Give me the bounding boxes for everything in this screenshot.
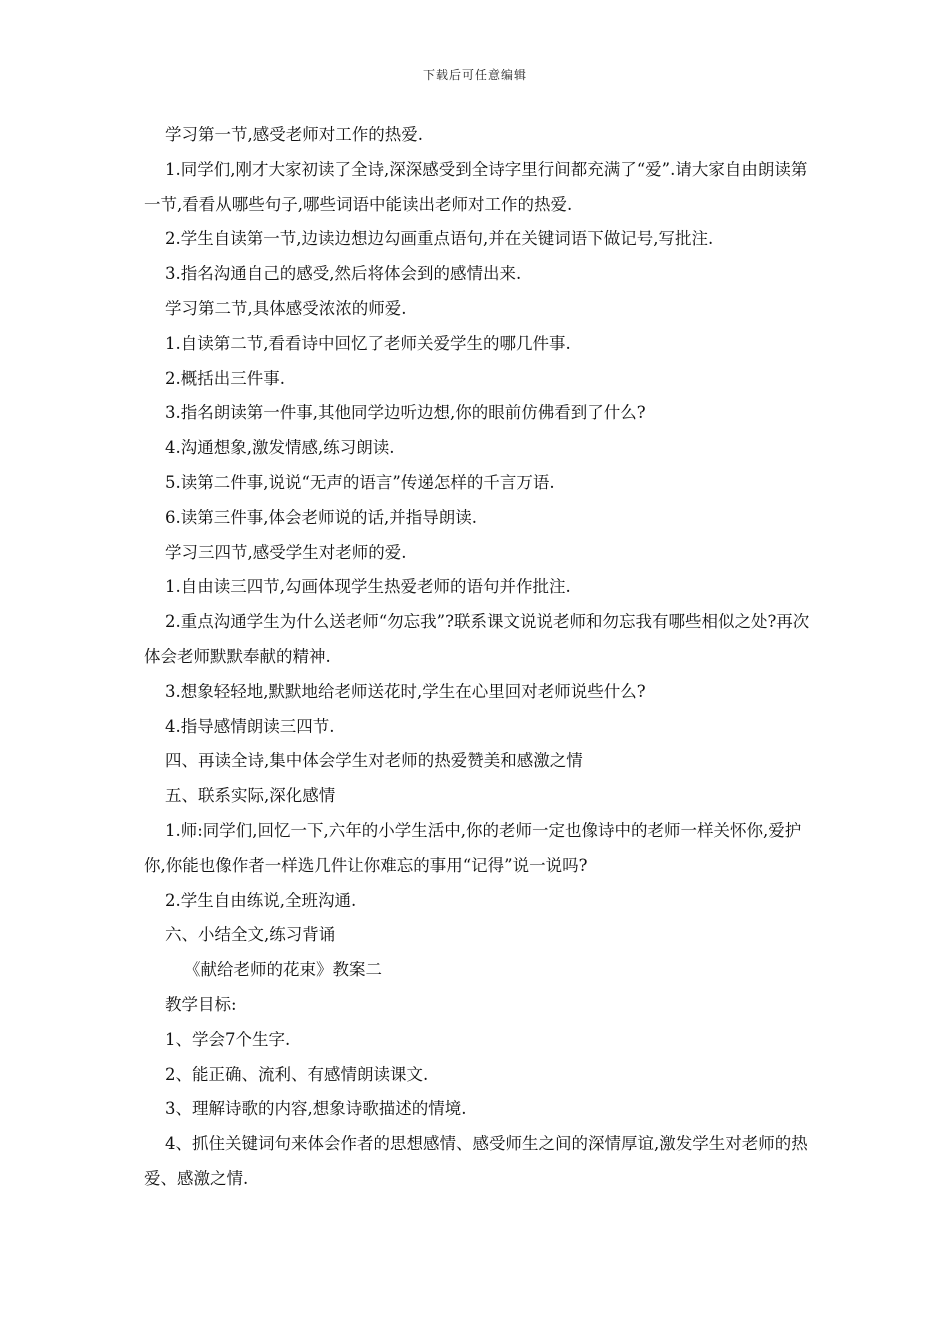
- paragraph: 1.自由读三四节,勾画体现学生热爱老师的语句并作批注.: [165, 577, 571, 597]
- paragraph: 学习第二节,具体感受浓浓的师爱.: [165, 298, 407, 318]
- paragraph: 2.重点沟通学生为什么送老师“勿忘我”?联系课文说说老师和勿忘我有哪些相似之处?再次体会老师默默奉献的精神.: [144, 612, 810, 666]
- paragraph: 3、理解诗歌的内容,想象诗歌描述的情境.: [165, 1099, 467, 1119]
- paragraph: 5.读第二件事,说说“无声的语言”传递怎样的千言万语.: [165, 472, 555, 492]
- paragraph: 1.师:同学们,回忆一下,六年的小学生活中,你的老师一定也像诗中的老师一样关怀你,爱护你,你能也像作者一样选几件让你难忘的事用“记得”说一说吗?: [144, 820, 802, 875]
- paragraph: 2、能正确、流利、有感情朗读课文.: [165, 1064, 429, 1084]
- paragraph: 2.概括出三件事.: [165, 368, 285, 388]
- paragraph: 6.读第三件事,体会老师说的话,并指导朗读.: [165, 507, 477, 527]
- section-heading: 四、再读全诗,集中体会学生对老师的热爱赞美和感激之情: [165, 751, 583, 771]
- paragraph: 3.指名沟通自己的感受,然后将体会到的感情出来.: [165, 264, 522, 284]
- paragraph: 3.想象轻轻地,默默地给老师送花时,学生在心里回对老师说些什么?: [165, 681, 646, 701]
- document-body: [144, 118, 812, 1197]
- paragraph: 1、学会7个生字.: [165, 1029, 291, 1049]
- paragraph: 1.自读第二节,看看诗中回忆了老师关爱学生的哪几件事.: [165, 333, 571, 353]
- page-header: 下载后可任意编辑: [422, 68, 527, 82]
- paragraph: 4.指导感情朗读三四节.: [165, 716, 335, 736]
- section-heading: 六、小结全文,练习背诵: [165, 925, 336, 945]
- section-heading: 五、联系实际,深化感情: [165, 786, 336, 806]
- paragraph: 1.同学们,刚才大家初读了全诗,深深感受到全诗字里行间都充满了“爱”.请大家自由朗读第一节,看看从哪些句子,哪些词语中能读出老师对工作的热爱.: [144, 159, 808, 214]
- section-heading: 教学目标:: [165, 994, 237, 1014]
- paragraph: 2.学生自由练说,全班沟通.: [165, 890, 357, 910]
- paragraph: 2.学生自读第一节,边读边想边勾画重点语句,并在关键词语下做记号,写批注.: [165, 229, 714, 249]
- paragraph: 学习三四节,感受学生对老师的爱.: [165, 542, 407, 562]
- paragraph: 学习第一节,感受老师对工作的热爱.: [165, 125, 423, 144]
- paragraph: 4.沟通想象,激发情感,练习朗读.: [165, 438, 395, 458]
- lesson-title: 《献给老师的花束》教案二: [184, 960, 382, 980]
- paragraph: 3.指名朗读第一件事,其他同学边听边想,你的眼前仿佛看到了什么?: [165, 403, 646, 423]
- paragraph: 4、抓住关键词句来体会作者的思想感情、感受师生之间的深情厚谊,激发学生对老师的热爱、感激之情.: [144, 1134, 808, 1188]
